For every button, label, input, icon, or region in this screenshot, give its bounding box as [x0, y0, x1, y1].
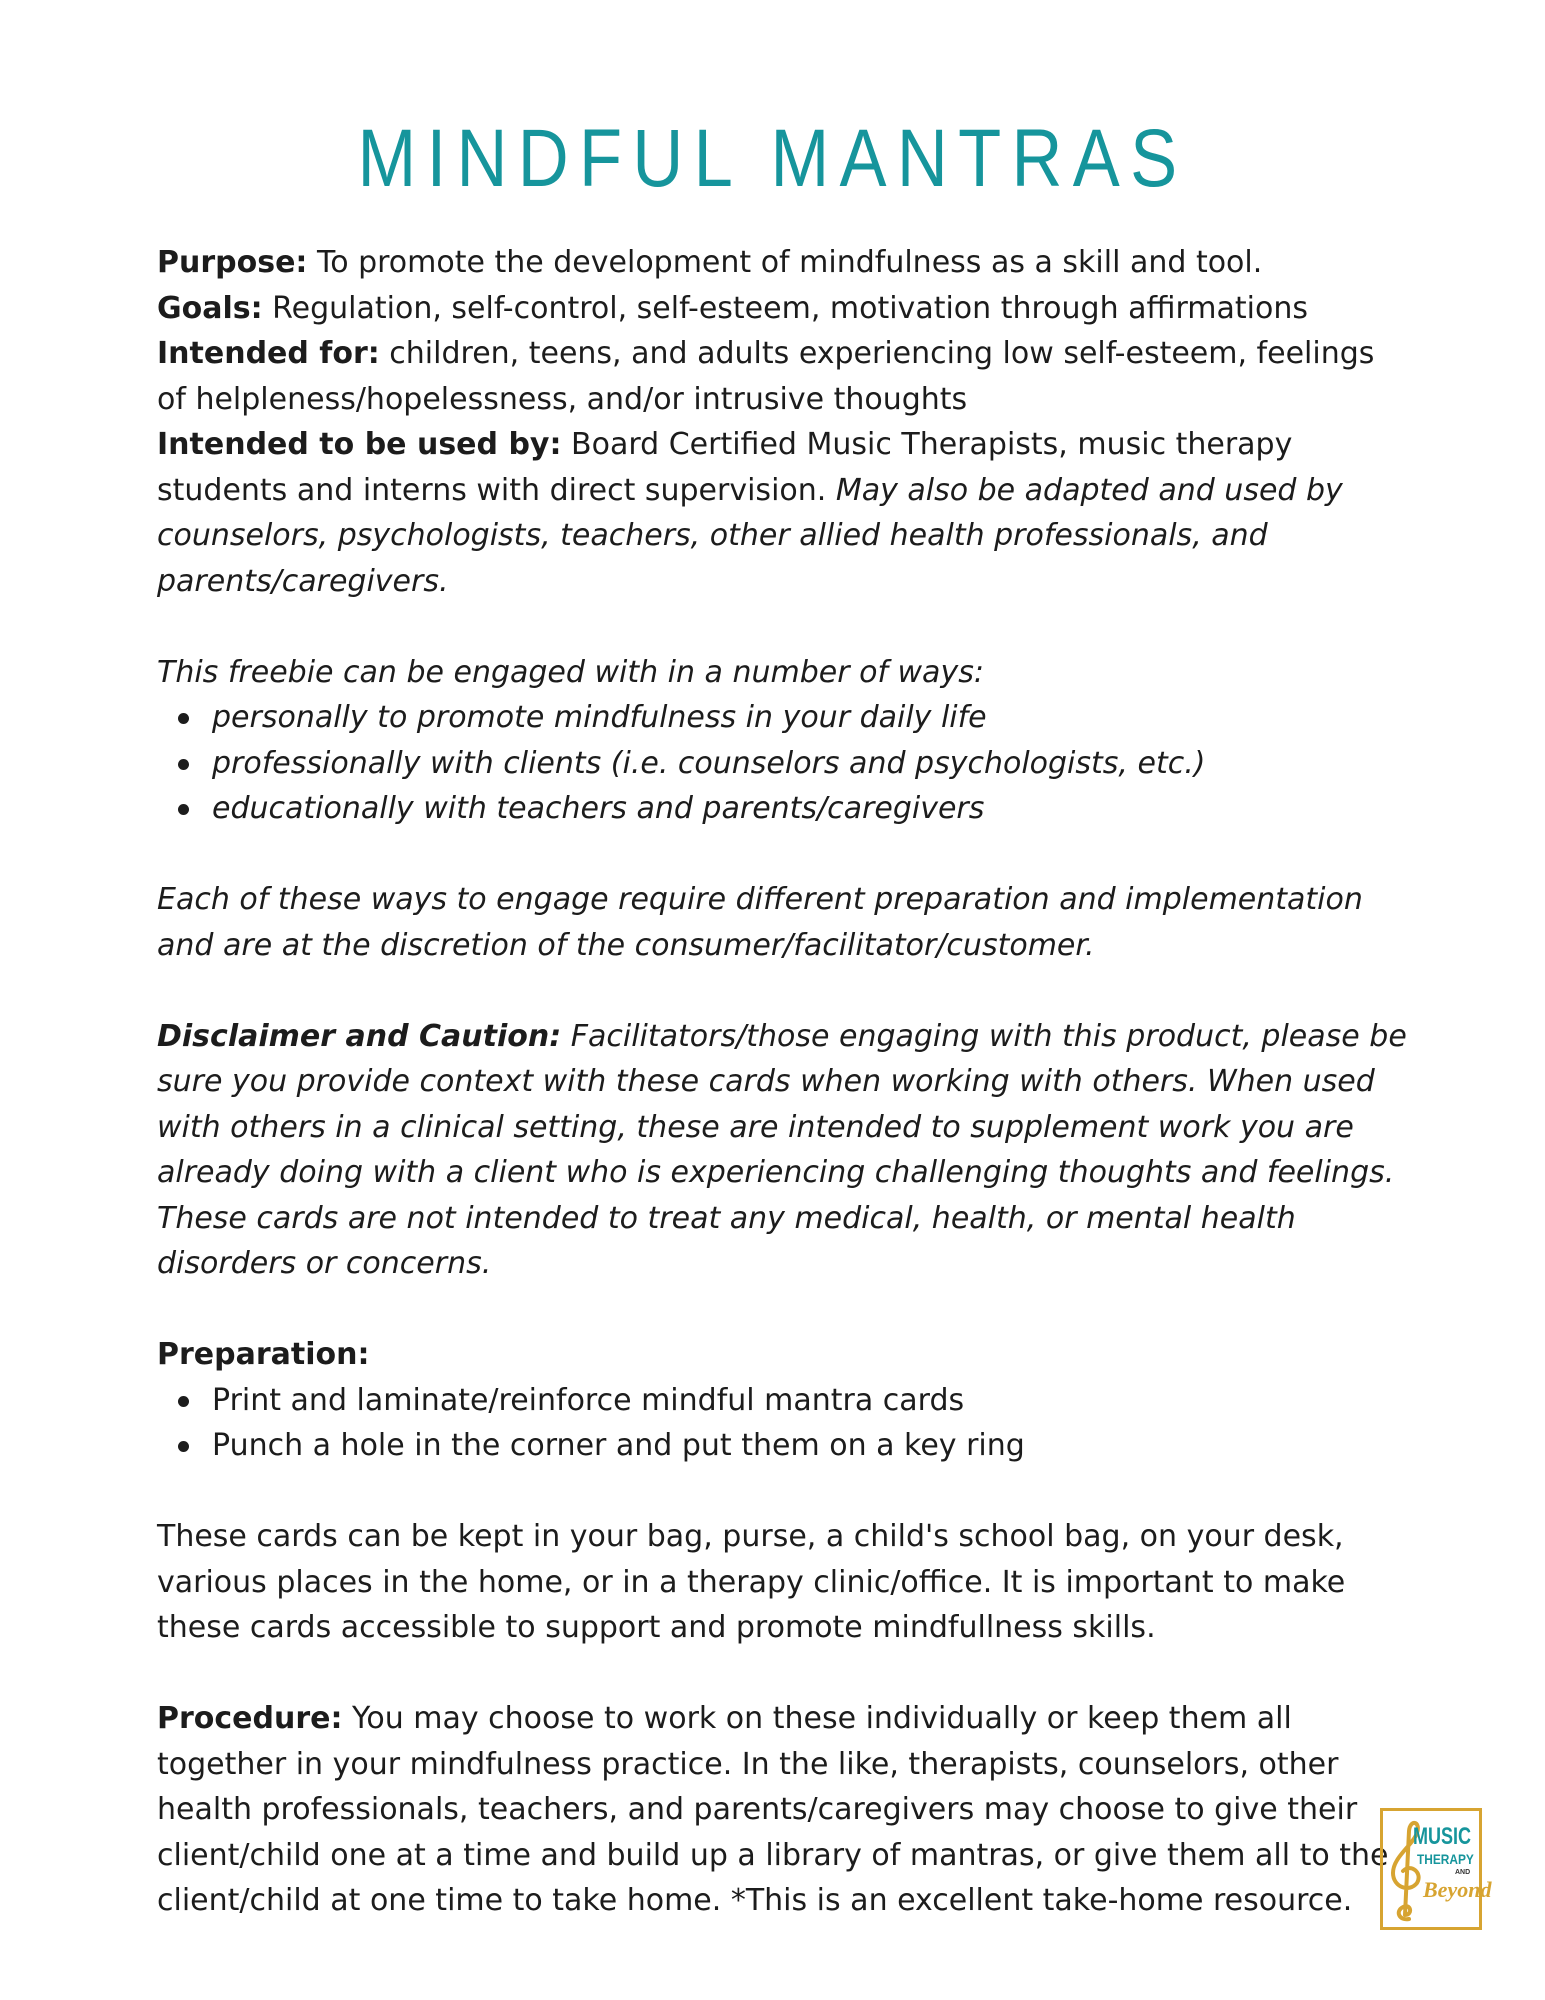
- disclaimer-label: Disclaimer and Caution:: [157, 1018, 562, 1054]
- list-item: Print and laminate/reinforce mindful mantra cards: [212, 1378, 1407, 1424]
- intended-for-text: children, teens, and adults experiencing low self-esteem, feelings of helpleness/hopelessness, and/or intrusive thoughts: [157, 336, 1375, 417]
- bullet-icon: [178, 759, 189, 770]
- intended-for-label: Intended for:: [157, 336, 380, 371]
- bullet-icon: [178, 713, 189, 724]
- preparation-note: These cards can be kept in your bag, purse, a child's school bag, on your desk, various places in the home, or in a therapy clinic/office. It is important to make these cards accessible to support and promote mindfullness skills.: [157, 1519, 1346, 1645]
- logo-and-text: AND: [1455, 1869, 1471, 1876]
- purpose-paragraph: [157, 240, 1407, 286]
- logo-music-text: MUSIC: [1413, 1823, 1472, 1850]
- document-body: [157, 240, 1407, 1924]
- intended-used-by-italic: May also be adapted and used by counselors, psychologists, teachers, other allied health professionals, and parents/caregivers.: [157, 472, 1343, 599]
- list-item: Punch a hole in the corner and put them on a key ring: [212, 1423, 1407, 1469]
- procedure-text: You may choose to work on these individually or keep them all together in your mindfulness practice. In the like, therapists, counselors, other health professionals, teachers, and parents/caregivers may choose to give their client/child one at a time and build up a library of mantras, or give them all to the client/child at one time to take home. *This is an excellent take-home resource.: [157, 1701, 1389, 1918]
- ways-note: Each of these ways to engage require different preparation and implementation and are at the discretion of the consumer/facilitator/customer.: [157, 882, 1363, 963]
- purpose-text: To promote the development of mindfulness as a skill and tool.: [307, 245, 1263, 280]
- list-item: personally to promote mindfulness in your daily life: [212, 695, 1407, 741]
- bullet-icon: [178, 1396, 189, 1407]
- music-therapy-beyond-logo: [1380, 1808, 1492, 1930]
- ways-intro: This freebie can be engaged with in a number of ways:: [157, 654, 984, 690]
- purpose-label: Purpose:: [157, 245, 308, 280]
- disclaimer-text: Facilitators/those engaging with this product, please be sure you provide context with these cards when working with others. When used with others in a clinical setting, these are intended to supplement work you are already doing with a client who is experiencing challenging thoughts and feelings. These cards are not intended to treat any medical, health, or mental health disorders or concerns.: [157, 1018, 1407, 1281]
- goals-text: Regulation, self-control, self-esteem, motivation through affirmations: [262, 290, 1309, 326]
- list-item: educationally with teachers and parents/caregivers: [212, 786, 1407, 832]
- goals-label: Goals:: [157, 290, 263, 326]
- logo-beyond-text: Beyond: [1423, 1877, 1492, 1902]
- intended-for-paragraph: [157, 331, 1407, 422]
- bullet-icon: [178, 804, 189, 815]
- goals-paragraph: [157, 286, 1407, 332]
- bullet-icon: [178, 1441, 189, 1452]
- procedure-label: Procedure:: [157, 1701, 343, 1736]
- logo-therapy-text: THERAPY: [1417, 1851, 1474, 1867]
- procedure-paragraph: [157, 1696, 1407, 1924]
- list-item: professionally with clients (i.e. counselors and psychologists, etc.): [212, 741, 1407, 787]
- intended-used-by-label: Intended to be used by:: [157, 427, 562, 462]
- page-title: MINDFUL MANTRAS: [357, 113, 1188, 204]
- disclaimer-paragraph: [157, 1014, 1407, 1287]
- ways-list: [157, 695, 1407, 832]
- intended-used-by-text: Board Certified Music Therapists, music therapy students and interns with direct supervision.: [157, 427, 1293, 508]
- intended-used-by-paragraph: [157, 422, 1407, 604]
- preparation-label: Preparation:: [157, 1337, 370, 1372]
- preparation-list: [157, 1378, 1407, 1469]
